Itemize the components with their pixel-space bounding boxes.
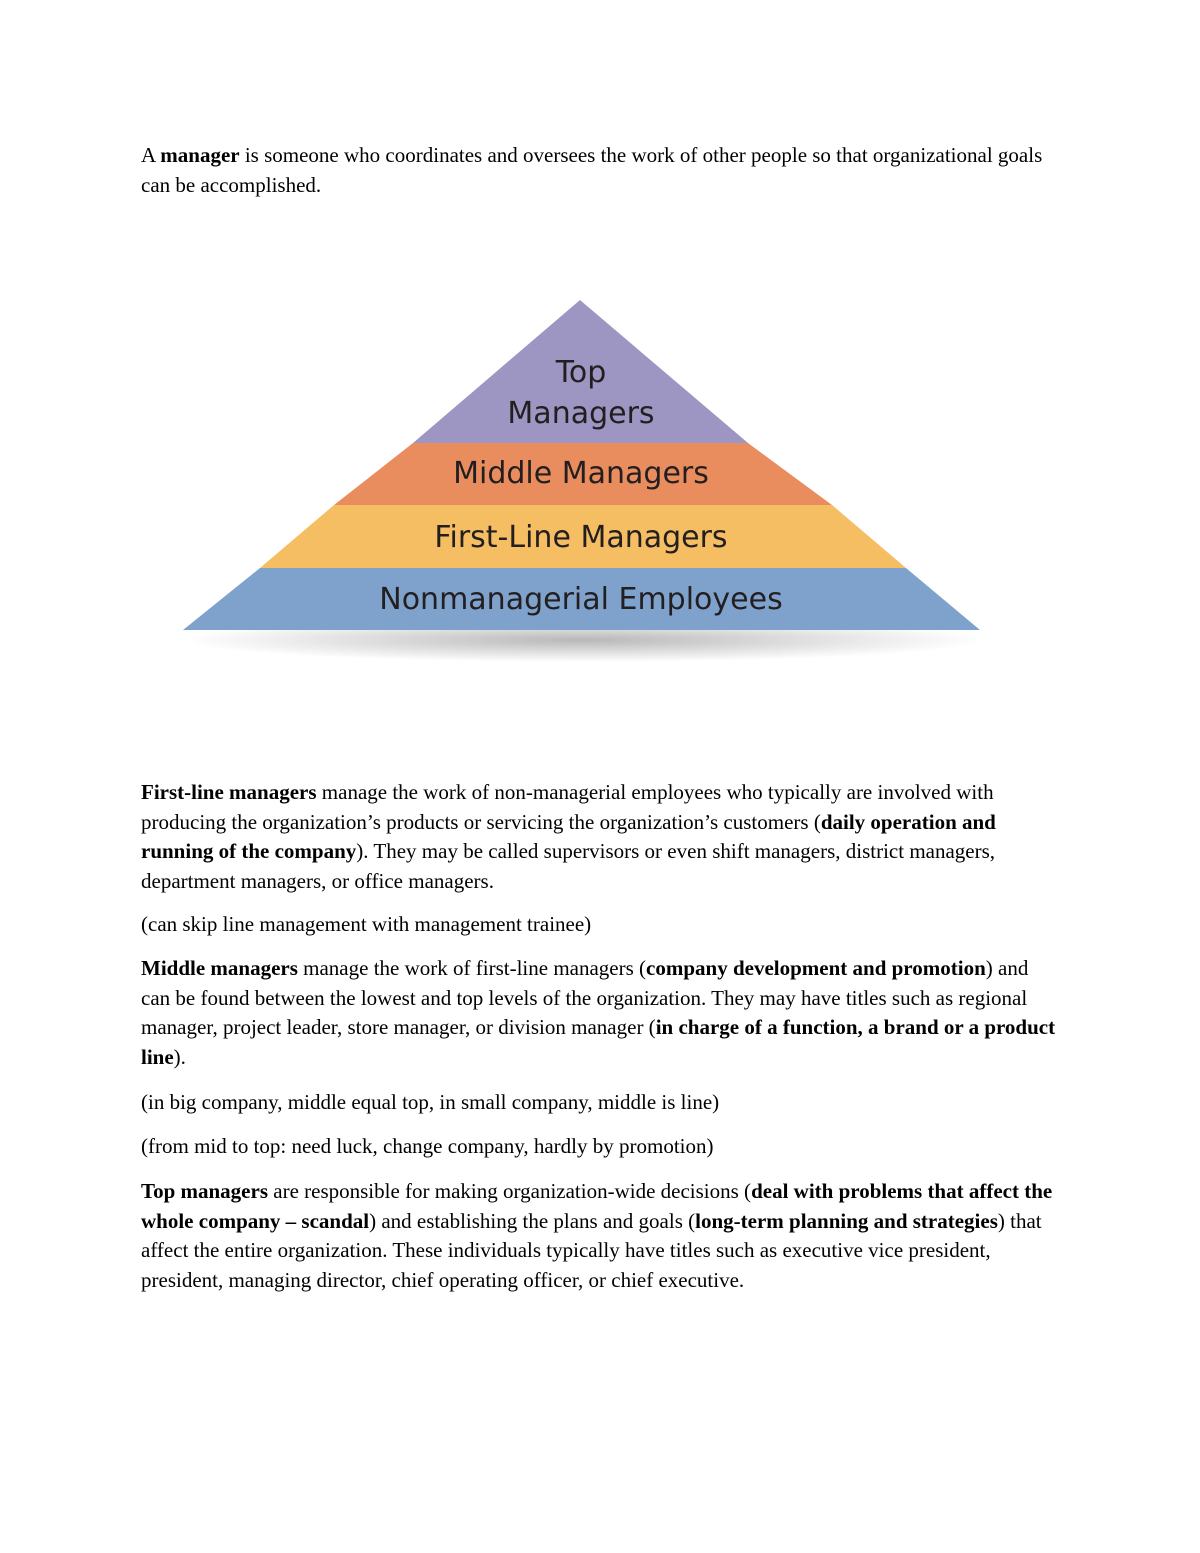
first-line-paragraph xyxy=(141,778,1061,896)
top-text-3: ) that affect the entire organization. These individuals typically have titles such as executive vice president, president, managing director, chief operating officer, or chief executive. xyxy=(141,1208,1042,1292)
middle-text-1: manage the work of first-line managers ( xyxy=(297,956,647,980)
note-mid-to-top: (from mid to top: need luck, change company, hardly by promotion) xyxy=(141,1134,714,1158)
pyramid-label-first-line: First-Line Managers xyxy=(434,520,728,555)
pyramid-label-nonmanagerial: Nonmanagerial Employees xyxy=(379,582,783,617)
top-paragraph xyxy=(141,1177,1061,1295)
first-line-bold-1: daily operation and running of the company xyxy=(141,809,996,863)
pyramid-label-top-1: Top xyxy=(555,355,607,390)
intro-text: is someone who coordinates and oversees the work of other people so that organizational goals can be accomplished. xyxy=(141,143,1043,197)
middle-paragraph xyxy=(141,954,1061,1072)
intro-paragraph xyxy=(141,141,1061,200)
pyramid-label-middle: Middle Managers xyxy=(453,456,709,491)
pyramid-svg xyxy=(170,290,1000,690)
first-line-text-2: ). They may be called supervisors or even shift managers, district managers, department managers, or office managers. xyxy=(141,839,996,893)
note-company-size: (in big company, middle equal top, in small company, middle is line) xyxy=(141,1090,720,1114)
middle-term: Middle managers xyxy=(141,956,298,980)
first-line-term: First-line managers xyxy=(141,780,317,804)
top-text-2: ) and establishing the plans and goals ( xyxy=(369,1208,696,1233)
middle-bold-2: in charge of a function, a brand or a product line xyxy=(141,1015,1056,1069)
middle-bold-1: company development and promotion xyxy=(646,956,986,980)
top-bold-1: deal with problems that affect the whole company – scandal xyxy=(141,1179,1053,1233)
note-management-trainee: (can skip line management with management trainee) xyxy=(141,912,592,936)
top-text-1: are responsible for making organization-wide decisions ( xyxy=(268,1179,752,1203)
top-bold-2: long-term planning and strategies xyxy=(695,1208,998,1233)
first-line-text-1: manage the work of non-managerial employees who typically are involved with producing the organization’s products or servicing the organization’s customers ( xyxy=(141,780,994,834)
management-pyramid xyxy=(170,290,1000,690)
middle-text-2: ) and can be found between the lowest and top levels of the organization. They may have titles such as regional manager, project leader, store manager, or division manager ( xyxy=(141,956,1029,1039)
top-term: Top managers xyxy=(141,1179,268,1203)
intro-term: manager xyxy=(160,143,240,167)
pyramid-label-top-2: Managers xyxy=(507,396,655,431)
intro-prefix: A xyxy=(141,143,161,167)
middle-text-3: ). xyxy=(173,1044,186,1069)
